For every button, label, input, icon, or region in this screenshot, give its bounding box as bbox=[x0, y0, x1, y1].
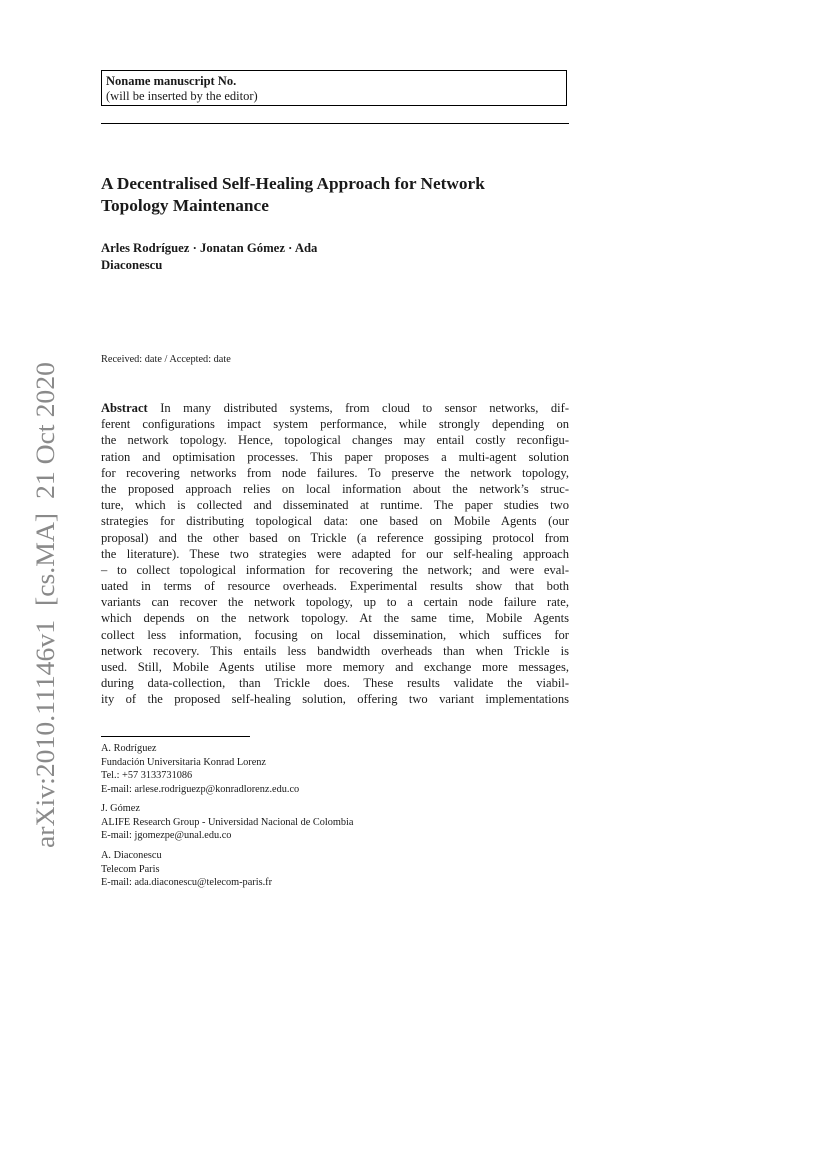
abstract-text: which depends on the network topology. At the same time, Mobile Agents bbox=[101, 611, 569, 626]
abstract-text: during data-collection, than Trickle does. These results validate the viabil- bbox=[101, 676, 569, 691]
abstract-text: network recovery. This entails less bandwidth overheads than when Trickle is bbox=[101, 643, 569, 658]
abstract-line bbox=[101, 513, 569, 529]
abstract-line bbox=[101, 627, 569, 643]
abstract-text: used. Still, Mobile Agents utilise more memory and exchange more messages, bbox=[101, 660, 569, 674]
abstract-line bbox=[101, 675, 569, 691]
abstract-heading: Abstract bbox=[101, 401, 148, 415]
affiliation-email: E-mail: arlese.rodriguezp@konradlorenz.edu.co bbox=[101, 784, 300, 796]
abstract-text: – to collect topological information for recovering the network; and were eval- bbox=[101, 562, 569, 577]
abstract-text: ferent configurations impact system performance, while strongly depending on bbox=[101, 417, 569, 432]
received-accepted-dates: Received: date / Accepted: date bbox=[101, 354, 231, 365]
abstract-line bbox=[101, 432, 569, 448]
abstract-line bbox=[101, 610, 569, 626]
affiliation-name: A. Rodríguez bbox=[101, 743, 157, 754]
abstract-line bbox=[101, 481, 569, 497]
title-line-2: Topology Maintenance bbox=[101, 196, 269, 215]
title-line-1: A Decentralised Self-Healing Approach for Network bbox=[101, 174, 485, 193]
affiliation-diaconescu bbox=[101, 849, 521, 890]
abstract-text: variants can recover the network topology, up to a certain node failure rate, bbox=[101, 595, 569, 610]
affiliation-line: Fundación Universitaria Konrad Lorenz bbox=[101, 756, 266, 768]
editor-note: (will be inserted by the editor) bbox=[106, 89, 258, 103]
affiliation-name: A. Diaconescu bbox=[101, 850, 162, 861]
abstract-text: the proposed approach relies on local information about the network’s struc- bbox=[101, 481, 569, 496]
abstract-text: ration and optimisation processes. This paper proposes a multi-agent solution bbox=[101, 449, 569, 464]
abstract-text: ture, which is collected and disseminated at runtime. The paper studies two bbox=[101, 498, 569, 513]
abstract-text: strategies for distributing topological data: one based on Mobile Agents (our bbox=[101, 514, 569, 529]
abstract-text: ity of the proposed self-healing solution, offering two variant implementations bbox=[101, 692, 569, 707]
abstract-line bbox=[101, 416, 569, 432]
arxiv-side-stamp bbox=[10, 360, 66, 850]
affiliation-email: E-mail: ada.diaconescu@telecom-paris.fr bbox=[101, 877, 273, 889]
abstract-line bbox=[101, 400, 569, 416]
abstract-line bbox=[101, 594, 569, 610]
abstract-line bbox=[101, 691, 569, 707]
abstract-text: proposal) and the other based on Trickle (a reference gossiping protocol from bbox=[101, 530, 569, 545]
header-rule bbox=[101, 123, 569, 124]
affiliation-rodriguez bbox=[101, 742, 521, 797]
authors-line-2: Diaconescu bbox=[101, 258, 163, 272]
abstract-text: uated in terms of resource overheads. Experimental results show that both bbox=[101, 579, 569, 594]
abstract-line bbox=[101, 546, 569, 562]
abstract-line bbox=[101, 578, 569, 594]
affiliation-line: Telecom Paris bbox=[101, 863, 160, 875]
abstract-line bbox=[101, 530, 569, 546]
abstract-text: In many distributed systems, from cloud to sensor networks, dif- bbox=[160, 401, 569, 415]
abstract-text: collect less information, focusing on local dissemination, which suffices for bbox=[101, 627, 569, 642]
abstract-text: for recovering networks from node failures. To preserve the network topology, bbox=[101, 465, 569, 480]
affiliation-line: ALIFE Research Group - Universidad Nacional de Colombia bbox=[101, 816, 354, 828]
manuscript-number: Noname manuscript No. bbox=[106, 74, 237, 88]
abstract-line bbox=[101, 659, 569, 675]
abstract-line bbox=[101, 449, 569, 465]
abstract-line bbox=[101, 465, 569, 481]
affiliation-email: E-mail: jgomezpe@unal.edu.co bbox=[101, 830, 232, 842]
editor-box bbox=[101, 70, 567, 106]
abstract-text: the literature). These two strategies were adapted for our self-healing approach bbox=[101, 546, 569, 561]
abstract bbox=[101, 400, 569, 708]
author-list bbox=[101, 240, 461, 274]
affiliation-name: J. Gómez bbox=[101, 803, 140, 814]
abstract-line bbox=[101, 643, 569, 659]
affiliation-gomez bbox=[101, 802, 521, 843]
footnote-rule bbox=[101, 736, 250, 737]
affiliation-line: Tel.: +57 3133731086 bbox=[101, 770, 193, 782]
paper-title bbox=[101, 173, 581, 217]
abstract-line bbox=[101, 562, 569, 578]
abstract-text: the network topology. Hence, topological changes may entail costly reconfigu- bbox=[101, 433, 569, 448]
arxiv-identifier: arXiv:2010.11146v1 [cs.MA] 21 Oct 2020 bbox=[30, 383, 60, 848]
authors-line-1: Arles Rodríguez · Jonatan Gómez · Ada bbox=[101, 241, 318, 255]
abstract-line bbox=[101, 497, 569, 513]
